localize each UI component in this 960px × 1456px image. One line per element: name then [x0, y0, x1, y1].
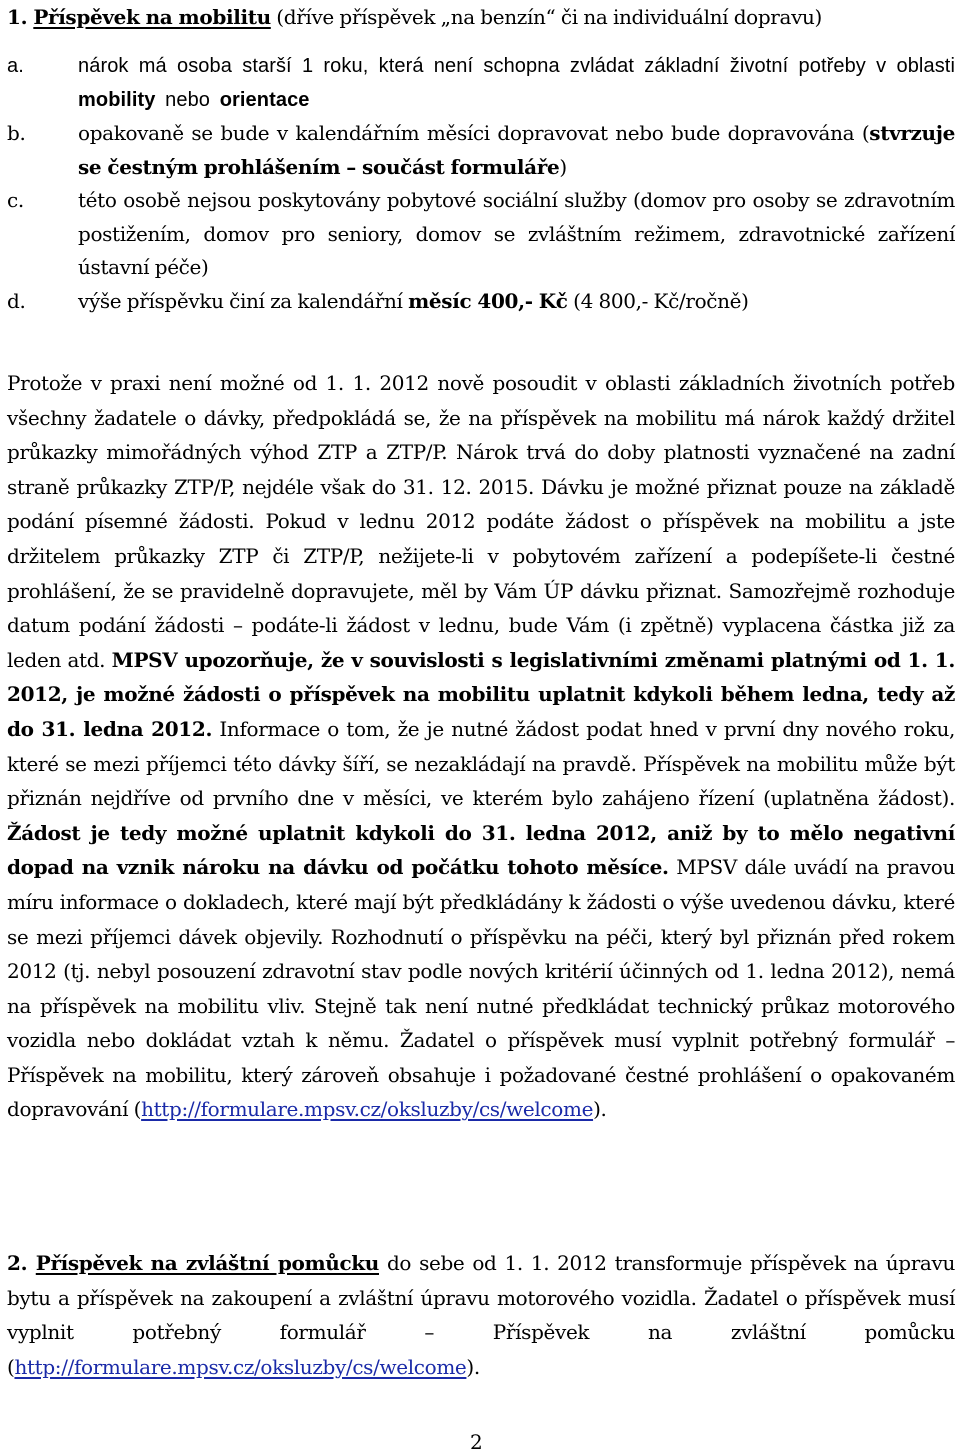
conditions-list	[7, 50, 955, 318]
list-item: d. výše příspěvku činí za kalendářní měsíc 400,- Kč (4 800,- Kč/ročně)	[7, 285, 955, 319]
list-marker: c.	[7, 188, 24, 212]
mobility-paragraph: Protože v praxi není možné od 1. 1. 2012 nově posoudit v oblasti základních životních potřeb všechny žadatele o dávky, předpokládá se, že na příspěvek na mobilitu má nárok každý držitel průkazky mimořádných výhod ZTP a ZTP/P. Nárok trvá do doby platnosti vyznačené na zadní straně průkazky ZTP/P, nejdéle však do 31. 12. 2015. Dávku je možné přiznat pouze na základě podání písemné žádosti. Pokud v lednu 2012 podáte žádost o příspěvek na mobilitu a jste držitelem průkazky ZTP či ZTP/P, nežijete-li v pobytovém zařízení a podepíšete-li čestné prohlášení, že se pravidelně dopravujete, měl by Vám ÚP dávku přiznat. Samozřejmě rozhoduje datum podání žádosti – podáte-li žádost v lednu, bude Vám (i zpětně) vyplacena částka již za leden atd. MPSV upozorňuje, že v souvislosti s legislativními změnami platnými od 1. 1. 2012, je možné žádosti o příspěvek na mobilitu uplatnit kdykoli během ledna, tedy až do 31. ledna 2012. Informace o tom, že je nutné žádost podat hned v první dny nového roku, které se mezi příjemci této dávky šíří, se nezakládají na pravdě. Příspěvek na mobilitu může být přiznán nejdříve od prvního dne v měsíci, ve kterém bylo zahájeno řízení (uplatněna žádost). Žádost je tedy možné uplatnit kdykoli do 31. ledna 2012, aniž by to mělo negativní dopad na vznik nároku na dávku od počátku tohoto měsíce. MPSV dále uvádí na pravou míru informace o dokladech, které mají být předkládány k žádosti o výše uvedenou dávku, které se mezi příjemci dávek objevily. Rozhodnutí o příspěvku na péči, který byl přiznán před rokem 2012 (tj. nebyl posouzení zdravotní stav podle nových kritérií účinných od 1. ledna 2012), nemá na příspěvek na mobilitu vliv. Stejně tak není nutné předkládat technický průkaz motorového vozidla nebo dokládat vztah k němu. Žadatel o příspěvek musí vyplnit potřebný formulář – Příspěvek na mobilitu, který zároveň obsahuje i požadované čestné prohlášení o opakovaném dopravování (http://formulare.mpsv.cz/oksluzby/cs/welcome).	[7, 371, 956, 1122]
section-1-title: Příspěvek na mobilitu	[33, 5, 271, 29]
page-number: 2	[470, 1430, 483, 1454]
list-marker: d.	[7, 288, 26, 313]
list-marker: a.	[7, 55, 24, 77]
form-link-2[interactable]: http://formulare.mpsv.cz/oksluzby/cs/welcome	[14, 1354, 467, 1379]
section-1-subtitle: (dříve příspěvek „na benzín“ či na individuální dopravu)	[270, 5, 823, 29]
list-marker: b.	[7, 121, 26, 145]
section-2-title: Příspěvek na zvláštní pomůcku	[35, 1251, 379, 1275]
section-2-paragraph: 2. Příspěvek na zvláštní pomůcku do sebe od 1. 1. 2012 transformuje příspěvek na úpravu bytu a příspěvek na zakoupení a zvláštní úpravu motorového vozidla. Žadatel o příspěvek musí vyplnit potřebný formulář – Příspěvek na zvláštní pomůcku (http://formulare.mpsv.cz/oksluzby/cs/welcome).	[7, 1251, 955, 1379]
list-item: a. nárok má osoba starší 1 roku, která není schopna zvládat základní životní potřeby v oblasti mobility nebo orientace	[7, 50, 955, 117]
list-item: c. této osobě nejsou poskytovány pobytové sociální služby (domov pro osoby se zdravotním postižením, domov pro seniory, domov se zvláštním režimem, zdravotnické zařízení ústavní péče)	[7, 184, 955, 285]
section-2-number: 2.	[7, 1251, 28, 1275]
mpsv-notice: MPSV upozorňuje, že v souvislosti s legislativními změnami platnými od 1. 1. 2012, je možné žádosti o příspěvek na mobilitu uplatnit kdykoli během ledna, tedy až do 31. ledna 2012.	[7, 647, 955, 741]
list-item: b. opakovaně se bude v kalendářním měsíci dopravovat nebo bude dopravována (stvrzuje se čestným prohlášením – součást formuláře)	[7, 117, 955, 184]
deadline-notice: Žádost je tedy možné uplatnit kdykoli do 31. ledna 2012, aniž by to mělo negativní dopad na vznik nároku na dávku od počátku tohoto měsíce.	[7, 820, 955, 880]
section-1-heading	[7, 0, 955, 34]
section-1-number: 1.	[7, 5, 28, 29]
document-page	[7, 0, 956, 1379]
form-link[interactable]: http://formulare.mpsv.cz/oksluzby/cs/welcome	[141, 1097, 594, 1122]
